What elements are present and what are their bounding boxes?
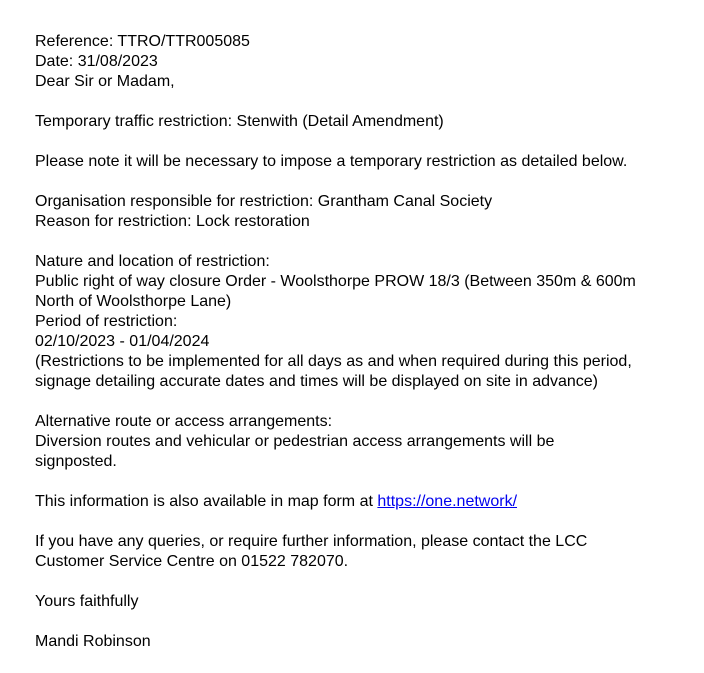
map-info-text: This information is also available in map form at	[35, 493, 378, 510]
organisation-line: Organisation responsible for restriction: Grantham Canal Society	[35, 193, 493, 210]
subject-line: Temporary traffic restriction: Stenwith (Detail Amendment)	[35, 113, 444, 130]
period-heading: Period of restriction:	[35, 313, 178, 330]
nature-line-1: Public right of way closure Order - Woolsthorpe PROW 18/3 (Between 350m & 600m	[35, 273, 636, 290]
letter-body	[35, 32, 700, 652]
queries-line-1: If you have any queries, or require further information, please contact the LCC	[35, 533, 588, 550]
reference-line: Reference: TTRO/TTR005085	[35, 33, 250, 50]
signature-name: Mandi Robinson	[35, 633, 151, 650]
spacer	[35, 172, 700, 192]
spacer	[35, 392, 700, 412]
queries-line-2: Customer Service Centre on 01522 782070.	[35, 553, 349, 570]
spacer	[35, 92, 700, 112]
map-link[interactable]: https://one.network/	[377, 493, 518, 510]
date-line: Date: 31/08/2023	[35, 53, 158, 70]
spacer	[35, 572, 700, 592]
map-info-line	[35, 492, 700, 512]
intro-paragraph: Please note it will be necessary to impose a temporary restriction as detailed below.	[35, 153, 628, 170]
spacer	[35, 512, 700, 532]
nature-line-2: North of Woolsthorpe Lane)	[35, 293, 232, 310]
alternative-line-1: Diversion routes and vehicular or pedestrian access arrangements will be	[35, 433, 555, 450]
period-dates: 02/10/2023 - 01/04/2024	[35, 333, 210, 350]
spacer	[35, 232, 700, 252]
salutation: Dear Sir or Madam,	[35, 73, 175, 90]
period-note-2: signage detailing accurate dates and times will be displayed on site in advance)	[35, 373, 599, 390]
spacer	[35, 132, 700, 152]
spacer	[35, 612, 700, 632]
alternative-heading: Alternative route or access arrangements:	[35, 413, 333, 430]
reason-line: Reason for restriction: Lock restoration	[35, 213, 310, 230]
period-note-1: (Restrictions to be implemented for all days as and when required during this period,	[35, 353, 632, 370]
alternative-line-2: signposted.	[35, 453, 117, 470]
closing-line: Yours faithfully	[35, 593, 139, 610]
nature-heading: Nature and location of restriction:	[35, 253, 270, 270]
spacer	[35, 472, 700, 492]
